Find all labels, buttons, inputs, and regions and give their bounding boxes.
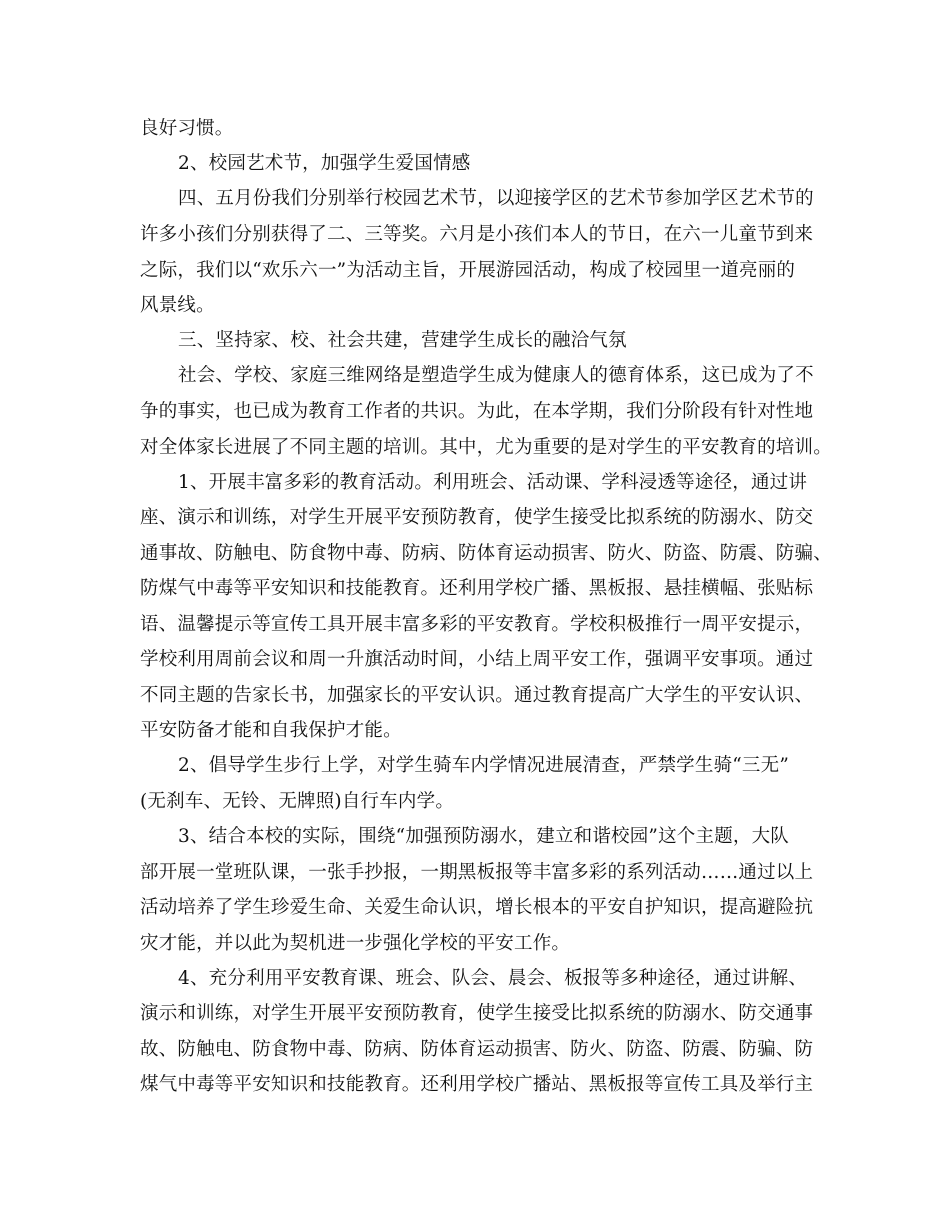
text-line: 争的事实，也已成为教育工作者的共识。为此，在本学期，我们分阶段有针对性地 bbox=[140, 401, 814, 422]
section-heading: 2、校园艺术节，加强学生爱国情感 bbox=[178, 153, 471, 174]
text-line: 之际，我们以“欢乐六一”为活动主旨，开展游园活动，构成了校园里一道亮丽的 bbox=[140, 260, 796, 281]
text-line: 3、结合本校的实际，围绕“加强预防溺水，建立和谐校园”这个主题，大队 bbox=[178, 826, 789, 847]
text-line: 部开展一堂班队课，一张手抄报，一期黑板报等丰富多彩的系列活动……通过以上 bbox=[140, 862, 814, 883]
text-line: 活动培养了学生珍爱生命、关爱生命认识，增长根本的平安自护知识，提高避险抗 bbox=[140, 897, 814, 918]
text-line: (无刹车、无铃、无牌照)自行车内学。 bbox=[140, 791, 455, 812]
text-line: 风景线。 bbox=[140, 295, 215, 316]
text-line: 对全体家长进展了不同主题的培训。其中，尤为重要的是对学生的平安教育的培训。 bbox=[140, 437, 832, 458]
text-line: 4、充分利用平安教育课、班会、队会、晨会、板报等多种途径，通过讲解、 bbox=[178, 968, 808, 989]
text-line: 煤气中毒等平安知识和技能教育。还利用学校广播站、黑板报等宣传工具及举行主 bbox=[140, 1074, 814, 1095]
text-line: 语、温馨提示等宣传工具开展丰富多彩的平安教育。学校积极推行一周平安提示， bbox=[140, 614, 814, 635]
text-line: 1、开展丰富多彩的教育活动。利用班会、活动课、学科浸透等途径，通过讲 bbox=[178, 472, 808, 493]
text-line: 不同主题的告家长书，加强家长的平安认识。通过教育提高广大学生的平安认识、 bbox=[140, 685, 814, 706]
text-line: 灾才能，并以此为契机进一步强化学校的平安工作。 bbox=[140, 933, 571, 954]
text-line: 防煤气中毒等平安知识和技能教育。还利用学校广播、黑板报、悬挂横幅、张贴标 bbox=[140, 578, 814, 599]
text-line: 平安防备才能和自我保护才能。 bbox=[140, 720, 402, 741]
text-line: 四、五月份我们分别举行校园艺术节，以迎接学区的艺术节参加学区艺术节的 bbox=[178, 188, 814, 209]
text-line: 良好习惯。 bbox=[140, 118, 234, 139]
section-heading: 三、坚持家、校、社会共建，营建学生成长的融洽气氛 bbox=[178, 330, 627, 351]
text-line: 社会、学校、家庭三维网络是塑造学生成为健康人的德育体系，这已成为了不 bbox=[178, 365, 814, 386]
text-line: 许多小孩们分别获得了二、三等奖。六月是小孩们本人的节日，在六一儿童节到来 bbox=[140, 224, 814, 245]
text-line: 通事故、防触电、防食物中毒、防病、防体育运动损害、防火、防盗、防震、防骗、 bbox=[140, 543, 832, 564]
text-line: 演示和训练，对学生开展平安预防教育，使学生接受比拟系统的防溺水、防交通事 bbox=[140, 1003, 814, 1024]
text-line: 故、防触电、防食物中毒、防病、防体育运动损害、防火、防盗、防震、防骗、防 bbox=[140, 1039, 814, 1060]
text-line: 2、倡导学生步行上学，对学生骑车内学情况进展清查，严禁学生骑“三无” bbox=[178, 755, 789, 776]
text-line: 座、演示和训练，对学生开展平安预防教育，使学生接受比拟系统的防溺水、防交 bbox=[140, 507, 814, 528]
text-line: 学校利用周前会议和周一升旗活动时间，小结上周平安工作，强调平安事项。通过 bbox=[140, 649, 814, 670]
